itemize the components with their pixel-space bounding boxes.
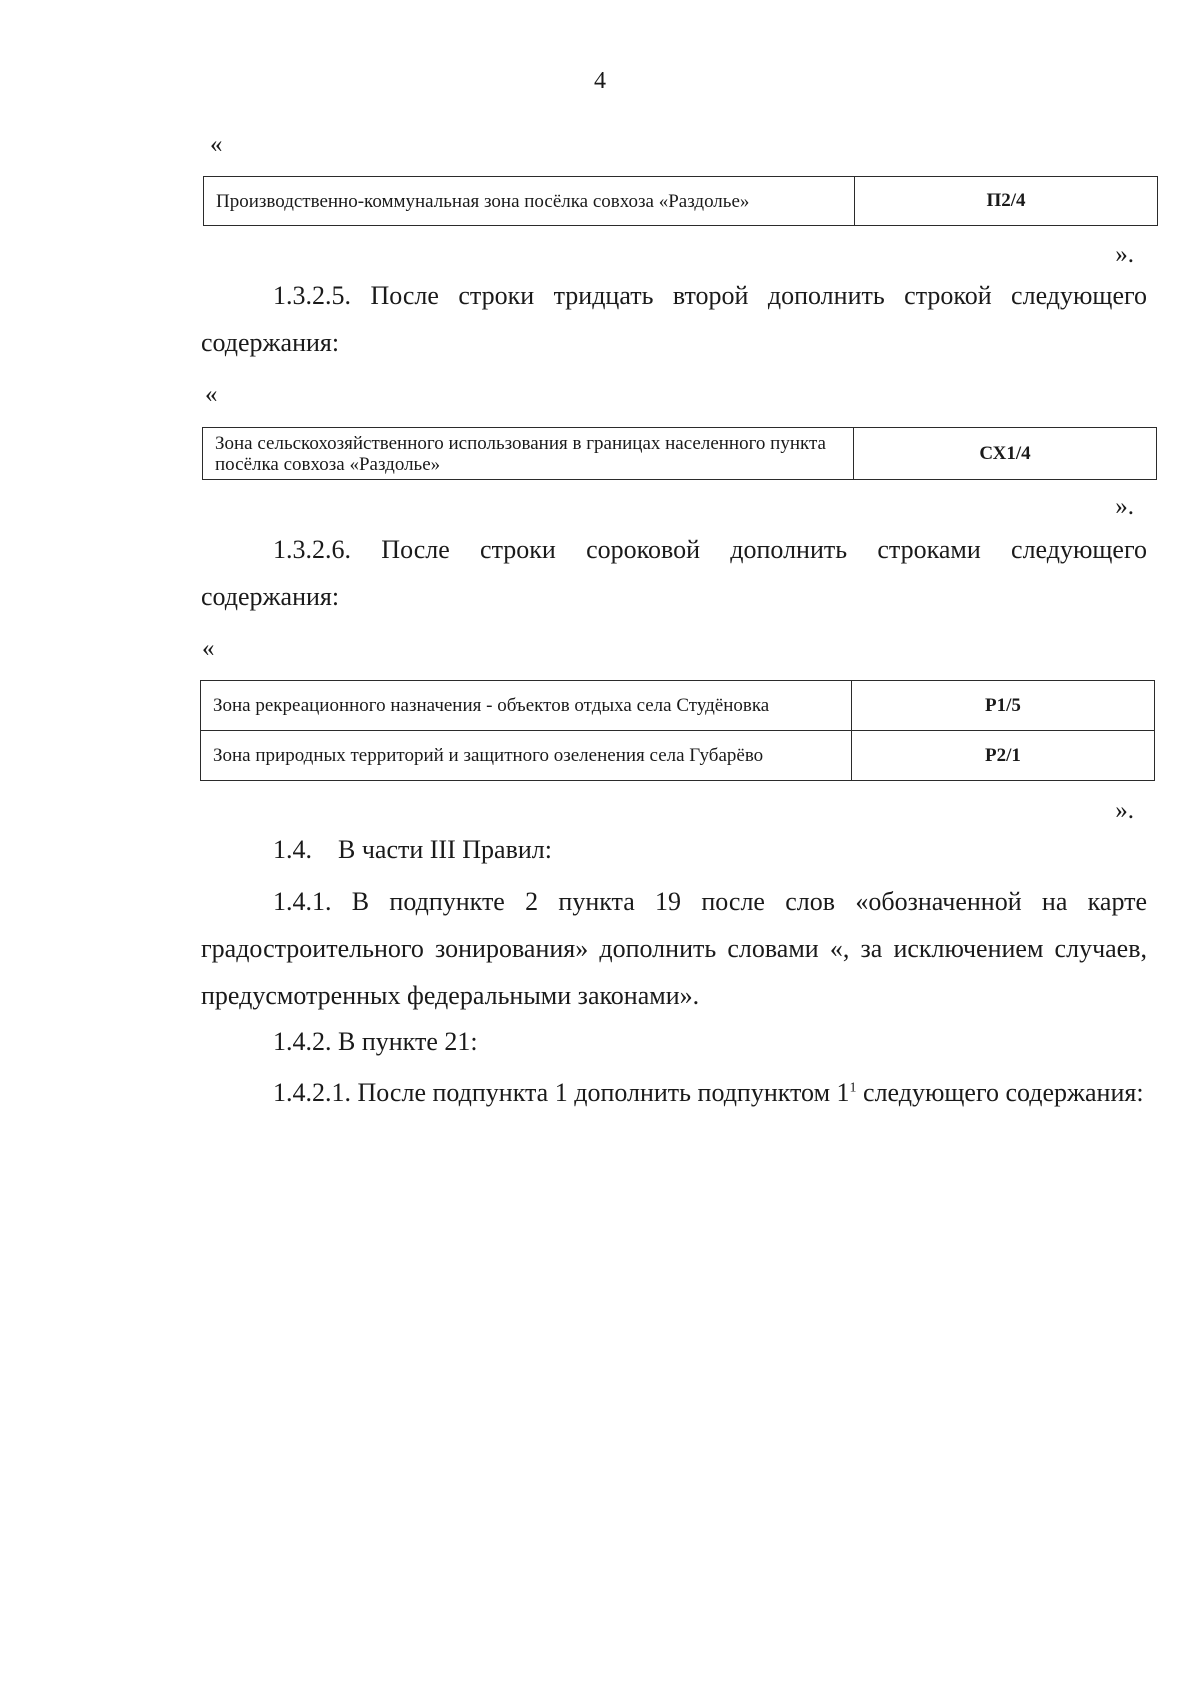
page-number: 4 (594, 68, 606, 94)
table-row (201, 681, 1155, 731)
paragraph-1-4-1: 1.4.1. В подпункте 2 пункта 19 после слов «обозначенной на карте градостроительного зонирования» дополнить словами «, за исключением случаев, предусмотренных федеральными законами». (201, 887, 1147, 1010)
paragraph-1-3-2-5: 1.3.2.5. После строки тридцать второй дополнить строкой следующего содержания: (201, 281, 1147, 357)
table-row (201, 731, 1155, 781)
table-row (203, 428, 1157, 480)
zone-table-1 (203, 176, 1158, 226)
paragraph-1-3-2-6: 1.3.2.6. После строки сороковой дополнить строками следующего содержания: (201, 535, 1147, 611)
zone-name-cell: Зона рекреационного назначения - объектов отдыха села Студёновка (201, 681, 852, 731)
opening-quote: « (205, 381, 218, 408)
zone-table-3 (200, 680, 1155, 781)
zone-code-cell: Р1/5 (852, 681, 1155, 731)
paragraph-1-4: 1.4. В части III Правил: (273, 835, 552, 864)
zone-name-cell: Зона природных территорий и защитного озеленения села Губарёво (201, 731, 852, 781)
paragraph-text: 1.4.2.1. После подпункта 1 дополнить подпунктом 1 (273, 1078, 850, 1107)
opening-quote: « (202, 635, 215, 662)
superscript-index: 1 (849, 1080, 857, 1096)
zone-code-cell: СХ1/4 (854, 428, 1157, 480)
zone-code-cell: Р2/1 (852, 731, 1155, 781)
zone-table-2 (202, 427, 1157, 480)
paragraph-1-4-2: 1.4.2. В пункте 21: (273, 1027, 478, 1056)
zone-code-cell: П2/4 (855, 177, 1158, 226)
closing-quote: ». (1115, 797, 1134, 824)
closing-quote: ». (1115, 241, 1134, 268)
paragraph-text: следующего содержания: (856, 1078, 1144, 1107)
opening-quote: « (210, 131, 223, 158)
table-row (204, 177, 1158, 226)
closing-quote: ». (1115, 493, 1134, 520)
paragraph-1-4-2-1 (201, 1069, 1147, 1116)
zone-name-cell: Производственно-коммунальная зона посёлка совхоза «Раздолье» (204, 177, 855, 226)
zone-name-cell: Зона сельскохозяйственного использования в границах населенного пункта посёлка совхоза «Раздолье» (203, 428, 854, 480)
